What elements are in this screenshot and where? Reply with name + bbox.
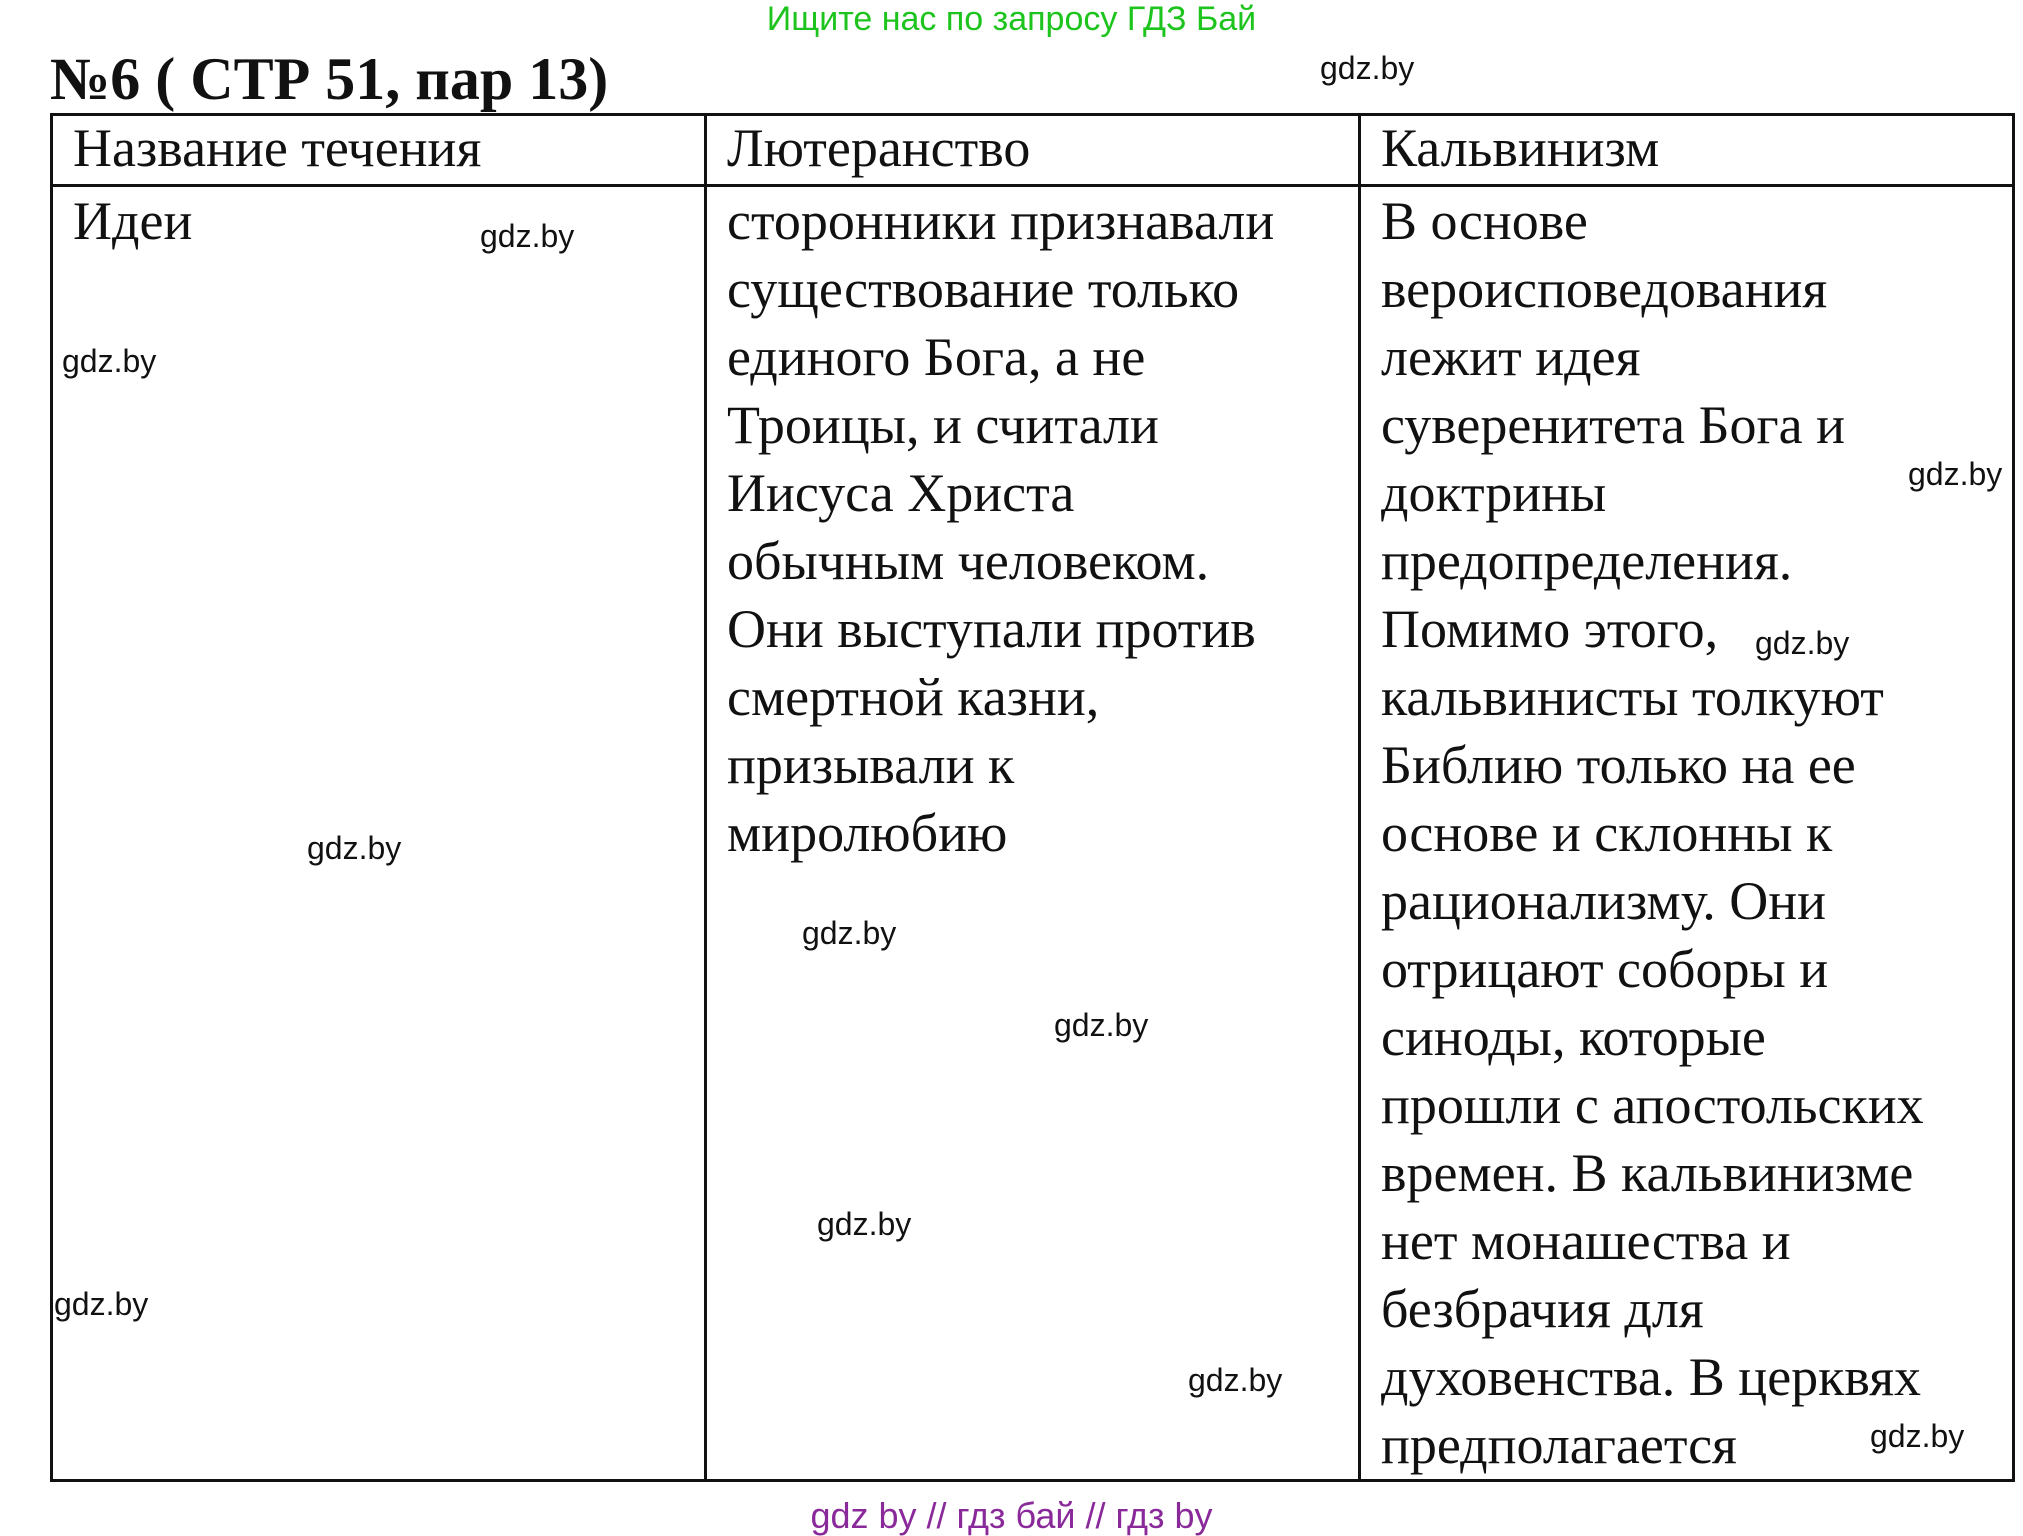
watermark: gdz.by: [1908, 456, 2003, 492]
watermark: gdz.by: [1320, 50, 1415, 86]
footer-links: gdz by // гдз бай // гдз by: [810, 1495, 1213, 1536]
table-header-row: [52, 115, 2014, 186]
lutheranism-ideas-text: сторонники признавали существование только единого Бога, а не Троицы, и считали Иисуса Христа обычным человеком. Они выступали против смертной казни, призывали к миролюбию: [727, 191, 1275, 863]
page-title: №6 ( СТР 51, пар 13): [50, 46, 609, 112]
watermark: gdz.by: [307, 830, 402, 866]
top-banner: Ищите нас по запросу ГДЗ Бай: [766, 0, 1257, 38]
watermark: gdz.by: [1188, 1362, 1283, 1398]
watermark: gdz.by: [1054, 1007, 1149, 1043]
watermark: gdz.by: [62, 343, 157, 379]
answer-table: [50, 113, 2015, 1482]
watermark: gdz.by: [480, 218, 575, 254]
row-label: Идеи: [73, 191, 193, 251]
header-cell-lutheranism: Лютеранство: [706, 115, 1360, 186]
watermark: gdz.by: [54, 1286, 149, 1322]
lutheranism-ideas-cell: [706, 186, 1360, 1481]
watermark: gdz.by: [802, 915, 897, 951]
calvinism-ideas-text: В основе вероисповедования лежит идея суверенитета Бога и доктрины предопределения. Помимо этого, кальвинисты толкуют Библию только на ее основе и склонны к рационализму. Они отрицают соборы и синоды, которые прошли с апостольских времен. В кальвинизме нет монашества и безбрачия для духовенства. В церквях предполагается: [1381, 191, 1924, 1475]
header-cell-movement: Название течения: [52, 115, 706, 186]
watermark: gdz.by: [817, 1206, 912, 1242]
watermark: gdz.by: [1870, 1418, 1965, 1454]
calvinism-ideas-cell: [1360, 186, 2014, 1481]
header-cell-calvinism: Кальвинизм: [1360, 115, 2014, 186]
watermark: gdz.by: [1755, 625, 1850, 661]
